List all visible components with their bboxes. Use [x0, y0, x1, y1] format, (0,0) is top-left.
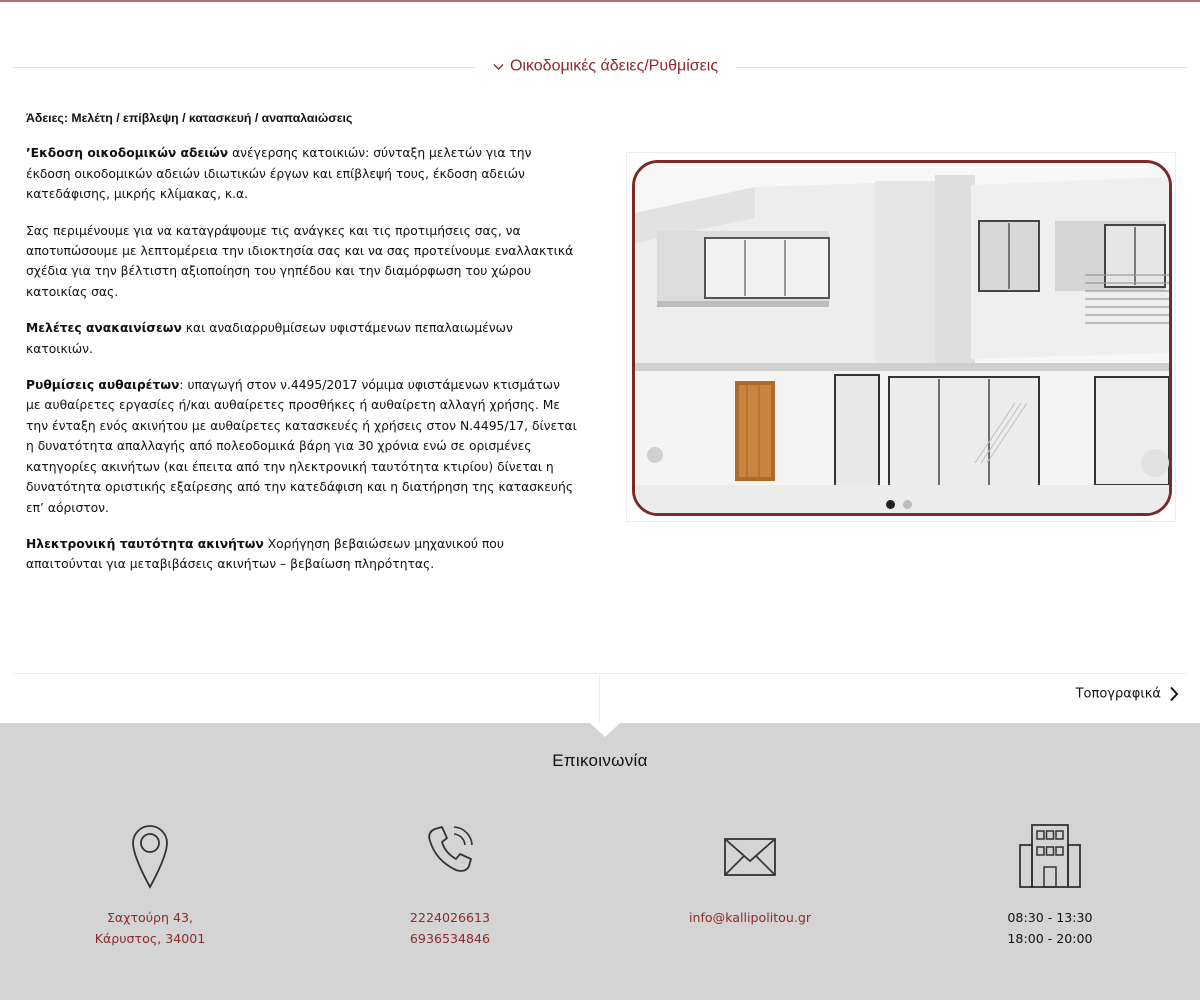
- next-section-link[interactable]: [1076, 686, 1179, 702]
- paragraph-permits-bold: ’Εκδοση οικοδομικών αδειών: [26, 146, 229, 161]
- contact-footer: [0, 723, 1200, 1000]
- hours-line-1: 08:30 - 13:30: [1007, 910, 1093, 925]
- phone-link-1[interactable]: 2224026613: [409, 910, 491, 925]
- page-navigation: [13, 673, 1187, 724]
- contact-email: [630, 823, 870, 928]
- section-content: [26, 108, 578, 591]
- footer-notch: [590, 723, 620, 737]
- paragraph-regularization-text: : υπαγωγή στον ν.4495/2017 νόμιμα υφιστάμενων κτισμάτων με αυθαίρετες εργασίες ή/και αυθαίρετες προσθήκες ή αυθαίρετη αλλαγή χρήσης. Με την ένταξη ενός ακινήτου με αυθαίρετες κατασκευές ή χρήσεις στον Ν.4495/17, δίνεται η δυνατότητα απαλλαγής από πολεοδομικά βάρη για 30 χρόνια ενώ σε ορισμένες κατηγορίες ακινήτων (και έπειτα από την ηλεκτρονική ταυτότητα κτιρίου) δίνεται η δυνατότητα οριστικής εξαίρεσης από την κατεδάφιση και η διατήρηση της κατασκευής επ’ αόριστον.: [26, 378, 577, 515]
- paragraph-design: [26, 221, 578, 303]
- envelope-icon: [630, 823, 870, 893]
- paragraph-renovations: [26, 318, 578, 359]
- paragraph-regularization-bold: Ρυθμίσεις αυθαιρέτων: [26, 378, 180, 393]
- paragraph-e-identity-text: Χορήγηση βεβαιώσεων μηχανικού που απαιτούνται για μεταβιβάσεις ακινήτων – βεβαίωση πληρότητας.: [26, 536, 504, 572]
- phone-icon: [330, 823, 570, 893]
- paragraph-permits: [26, 143, 578, 204]
- hours-line-2: 18:00 - 20:00: [1007, 931, 1093, 946]
- section-toggle[interactable]: [475, 56, 736, 76]
- email-link[interactable]: info@kallipolitou.gr: [689, 910, 811, 925]
- address-line-1: Σαχτούρη 43,: [106, 910, 194, 925]
- map-pin-icon: [30, 823, 270, 893]
- nav-divider: [599, 674, 600, 724]
- header-rule-right: [736, 67, 1187, 68]
- header-rule-left: [13, 67, 475, 68]
- house-image: [635, 163, 1169, 513]
- slide-frame: [632, 160, 1172, 516]
- section-header: [13, 56, 1187, 80]
- contact-address: [30, 823, 270, 949]
- paragraph-regularization: [26, 375, 578, 518]
- phone-link-2[interactable]: 6936534846: [409, 931, 491, 946]
- slider-dots: [886, 494, 920, 513]
- paragraph-renovations-text: και αναδιαρρυθμίσεων υφιστάμενων πεπαλαιωμένων κατοικιών.: [26, 321, 513, 356]
- paragraph-e-identity-bold: Ηλεκτρονική ταυτότητα ακινήτων: [26, 536, 264, 551]
- image-slider[interactable]: [626, 152, 1176, 522]
- chevron-right-icon: [1169, 686, 1179, 702]
- paragraph-permits-text: ανέγερσης κατοικιών: σύνταξη μελετών για την έκδοση οικοδομικών αδειών ιδιωτικών έργων και επίβλεψή τους, έκδοση αδειών κατεδάφισης, μικρής κλίμακας, κ.α.: [26, 146, 532, 202]
- paragraph-design-text: Σας περιμένουμε για να καταγράψουμε τις ανάγκες και τις προτιμήσεις σας, να αποτυπώσουμε με λεπτομέρεια την ιδιοκτησία σας και να σας προτείνουμε εναλλακτικά σχέδια για την βέλτιστη αξιοποίηση του γηπέδου και την διαμόρφωση του χώρου κατοικίας σας.: [26, 223, 574, 299]
- building-icon: [930, 823, 1170, 893]
- slider-dot-1[interactable]: [886, 500, 895, 509]
- paragraph-renovations-bold: Μελέτες ανακαινίσεων: [26, 321, 182, 336]
- chevron-down-icon: [493, 63, 504, 71]
- contact-phone: [330, 823, 570, 949]
- contact-hours: [930, 823, 1170, 949]
- address-line-2: Κάρυστος, 34001: [94, 931, 206, 946]
- top-accent-bar: [0, 0, 1200, 2]
- next-section-label: Τοπογραφικά: [1075, 686, 1161, 702]
- footer-title: Επικοινωνία: [552, 751, 648, 770]
- content-heading: Άδειες: Μελέτη / επίβλεψη / κατασκευή / αναπαλαιώσεις: [26, 111, 353, 125]
- paragraph-e-identity: [26, 534, 578, 575]
- slider-dot-2[interactable]: [903, 500, 912, 509]
- section-title: Οικοδομικές άδειες/Ρυθμίσεις: [509, 57, 719, 75]
